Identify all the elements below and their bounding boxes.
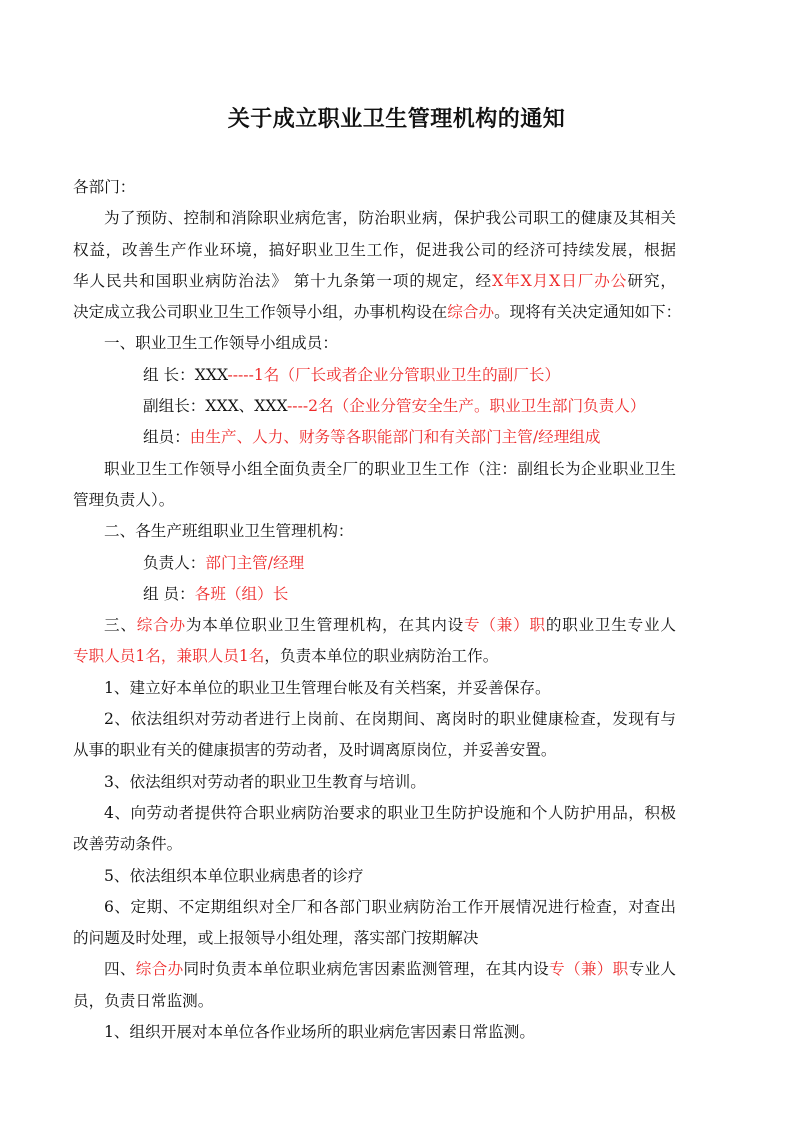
text-segment: 各部门： — [73, 178, 136, 196]
highlighted-text: 专（兼）职 — [464, 616, 546, 635]
highlighted-text: 综合办 — [136, 616, 186, 635]
highlighted-text: 专（兼）职 — [549, 960, 629, 979]
paragraph-line — [73, 641, 676, 672]
paragraph-line — [73, 548, 676, 579]
paragraph-line — [73, 954, 676, 985]
paragraph-line — [73, 704, 676, 735]
paragraph-line — [73, 266, 676, 297]
document-body — [73, 172, 682, 1048]
text-segment: 4、向劳动者提供符合职业病防治要求的职业卫生防护设施和个人防护用品，积极 — [104, 803, 676, 822]
text-segment: 三、 — [104, 616, 137, 635]
highlighted-text: 综合办 — [135, 960, 184, 979]
text-segment: 组 员： — [143, 584, 195, 603]
text-segment: 6、定期、不定期组织对全厂和各部门职业病防治工作开展情况进行检查，对查出 — [104, 897, 676, 916]
text-segment: 管理负责人）。 — [73, 490, 175, 509]
paragraph-line — [73, 485, 676, 516]
highlighted-text: 专职人员1名，兼职人员1名 — [73, 647, 265, 666]
paragraph-line — [73, 1017, 676, 1048]
text-segment: 四、 — [104, 960, 136, 979]
paragraph-line — [73, 328, 676, 359]
highlighted-text: X年X月X日厂办公 — [492, 271, 628, 290]
paragraph-line — [73, 767, 676, 798]
text-segment: 权益，改善生产作业环境，搞好职业卫生工作，促进我公司的经济可持续发展，根据 — [73, 240, 676, 259]
paragraph-line — [73, 923, 676, 954]
text-segment: 研究， — [627, 271, 676, 290]
paragraph-line — [73, 454, 676, 485]
text-segment: 组员： — [143, 428, 190, 447]
paragraph-line — [73, 516, 676, 547]
text-segment: 的职业卫生专业人 — [545, 616, 676, 635]
text-segment: 2、依法组织对劳动者进行上岗前、在岗期间、离岗时的职业健康检查，发现有与 — [104, 710, 676, 729]
paragraph-line — [73, 172, 676, 203]
text-segment: 5、依法组织本单位职业病患者的诊疗 — [104, 866, 364, 885]
paragraph-line — [73, 673, 676, 704]
paragraph-line — [73, 798, 676, 829]
text-segment: 华人民共和国职业病防治法》 第十九条第一项的规定，经 — [73, 271, 493, 290]
text-segment: 副组长：XXX、XXX — [143, 397, 288, 416]
text-segment: 职业卫生工作领导小组全面负责全厂的职业卫生工作（注：副组长为企业职业卫生 — [104, 459, 676, 478]
paragraph-line — [73, 861, 676, 892]
highlighted-text: ----2名（企业分管安全生产。职业卫生部门负责人） — [287, 397, 646, 416]
highlighted-text: 部门主管/经理 — [205, 553, 305, 572]
highlighted-text: -----1名（厂长或者企业分管职业卫生的副厂长） — [227, 365, 561, 384]
paragraph-line — [73, 579, 676, 610]
text-segment: 决定成立我公司职业卫生工作领导小组，办事机构设在 — [73, 303, 448, 322]
text-segment: 组 长：XXX — [143, 365, 228, 384]
highlighted-text: 由生产、人力、财务等各职能部门和有关部门主管/经理组成 — [189, 428, 601, 447]
document-title: 关于成立职业卫生管理机构的通知 — [227, 106, 566, 132]
highlighted-text: 综合办 — [447, 303, 495, 322]
text-segment: 为了预防、控制和消除职业病危害，防治职业病，保护我公司职工的健康及其相关 — [104, 209, 676, 228]
text-segment: 为本单位职业卫生管理机构，在其内设 — [185, 616, 464, 635]
paragraph-line — [73, 829, 676, 860]
text-segment: 3、依法组织对劳动者的职业卫生教育与培训。 — [104, 772, 426, 791]
text-segment: 的问题及时处理，或上报领导小组处理，落实部门按期解决 — [73, 929, 479, 948]
paragraph-line — [73, 610, 676, 641]
paragraph-line — [73, 297, 682, 328]
paragraph-line — [73, 986, 676, 1017]
text-segment: 1、组织开展对本单位各作业场所的职业病危害因素日常监测。 — [104, 1023, 535, 1042]
text-segment: 。现将有关决定通知如下： — [494, 303, 682, 322]
text-segment: ，负责本单位的职业病防治工作。 — [264, 647, 499, 666]
paragraph-line — [73, 203, 676, 234]
paragraph-line — [73, 360, 676, 391]
paragraph-line — [73, 422, 676, 453]
text-segment: 员，负责日常监测。 — [73, 991, 214, 1010]
paragraph-line — [73, 892, 676, 923]
text-segment: 二、各生产班组职业卫生管理机构： — [104, 522, 354, 541]
text-segment: 同时负责本单位职业病危害因素监测管理，在其内设 — [183, 960, 550, 979]
paragraph-line — [73, 235, 676, 266]
text-segment: 1、建立好本单位的职业卫生管理台帐及有关档案，并妥善保存。 — [104, 678, 551, 697]
paragraph-line — [73, 735, 676, 766]
text-segment: 负责人： — [143, 553, 206, 572]
text-segment: 改善劳动条件。 — [73, 835, 183, 854]
text-segment: 一、职业卫生工作领导小组成员： — [104, 334, 338, 353]
text-segment: 从事的职业有关的健康损害的劳动者，及时调离原岗位，并妥善安置。 — [73, 741, 557, 760]
text-segment: 专业人 — [628, 960, 676, 979]
highlighted-text: 各班（组）长 — [194, 584, 289, 603]
paragraph-line — [73, 391, 676, 422]
